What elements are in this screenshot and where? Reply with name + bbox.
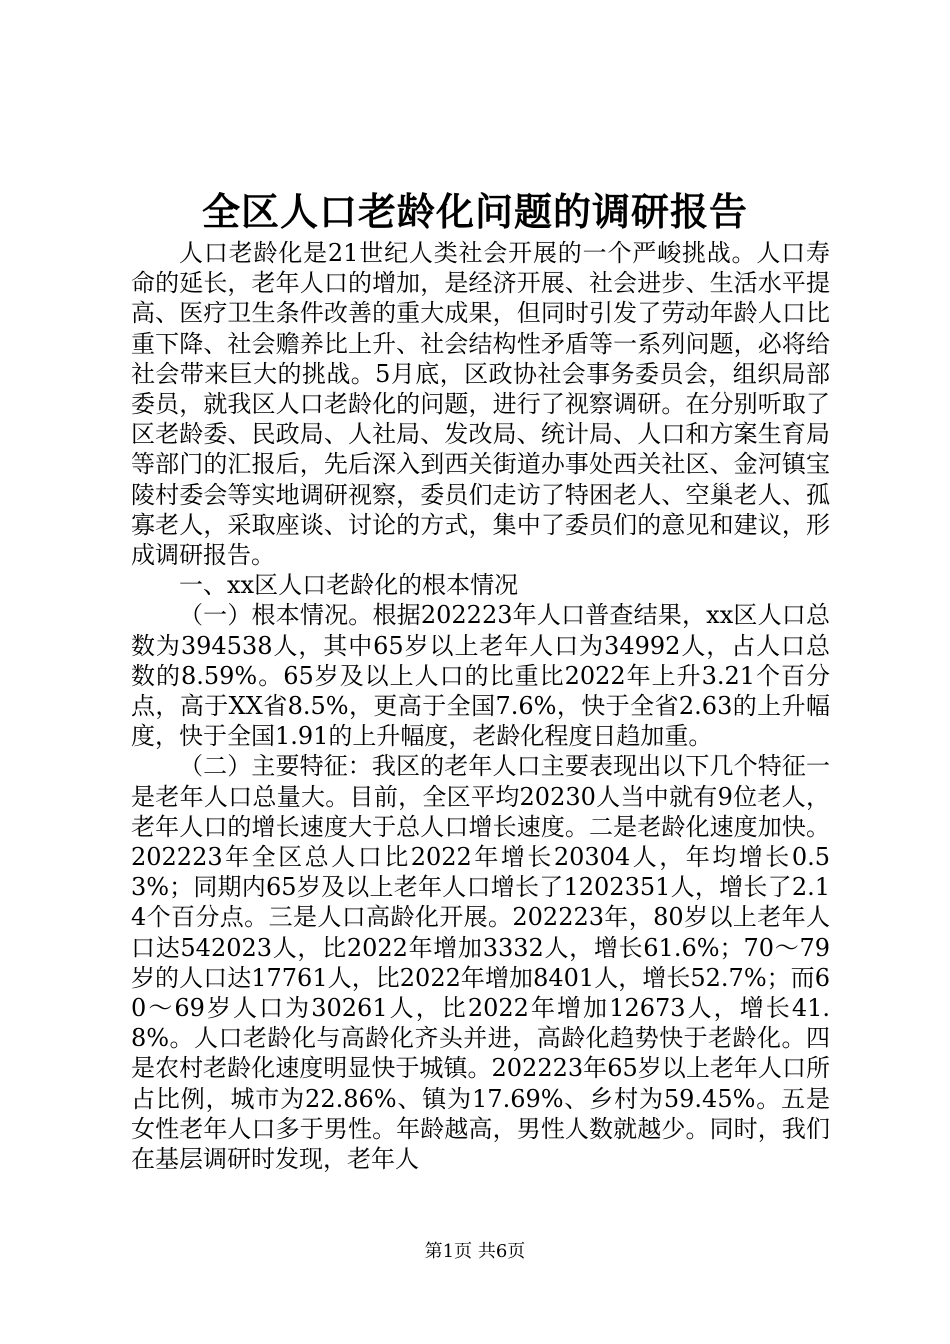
main-features-paragraph: （二）主要特征：我区的老年人口主要表现出以下几个特征一是老年人口总量大。目前，全区平均20230人当中就有9位老人，老年人口的增长速度大于总人口增长速度。二是老龄化速度加快。202223年全区总人口比2022年增长20304人，年均增长0.53%；同期内65岁及以上老年人口增长了1202351人，增长了2.14个百分点。三是人口高龄化开展。202223年，80岁以上老年人口达542023人，比2022年增加3332人，增长61.6%；70～79岁的人口达17761人，比2022年增加8401人，增长52.7%；而60～69岁人口为30261人，比2022年增加12673人，增长41.8%。人口老龄化与高龄化齐头并进，高龄化趋势快于老龄化。四是农村老龄化速度明显快于城镇。202223年65岁以上老年人口所占比例，城市为22.86%、镇为17.69%、乡村为59.45%。五是女性老年人口多于男性。年龄越高，男性人数就越少。同时，我们在基层调研时发现，老年人 bbox=[131, 752, 830, 1174]
basic-situation-paragraph: （一）根本情况。根据202223年人口普查结果，xx区人口总数为394538人，其中65岁以上老年人口为34992人，占人口总数的8.59%。65岁及以上人口的比重比2022年上升3.21个百分点，高于XX省8.5%，更高于全国7.6%，快于全省2.63的上升幅度，快于全国1.91的上升幅度，老龄化程度日趋加重。 bbox=[131, 601, 830, 751]
document-body bbox=[131, 238, 830, 1174]
intro-paragraph: 人口老龄化是21世纪人类社会开展的一个严峻挑战。人口寿命的延长，老年人口的增加，是经济开展、社会进步、生活水平提高、医疗卫生条件改善的重大成果，但同时引发了劳动年龄人口比重下降、社会赡养比上升、社会结构性矛盾等一系列问题，必将给社会带来巨大的挑战。5月底，区政协社会事务委员会，组织局部委员，就我区人口老龄化的问题，进行了视察调研。在分别听取了区老龄委、民政局、人社局、发改局、统计局、人口和方案生育局等部门的汇报后，先后深入到西关街道办事处西关社区、金河镇宝陵村委会等实地调研视察，委员们走访了特困老人、空巢老人、孤寡老人，采取座谈、讨论的方式，集中了委员们的意见和建议，形成调研报告。 bbox=[131, 239, 830, 570]
section-heading: 一、xx区人口老龄化的根本情况 bbox=[179, 571, 519, 600]
page-footer: 第1页 共6页 bbox=[424, 1241, 526, 1262]
page-title: 全区人口老龄化问题的调研报告 bbox=[201, 189, 748, 234]
